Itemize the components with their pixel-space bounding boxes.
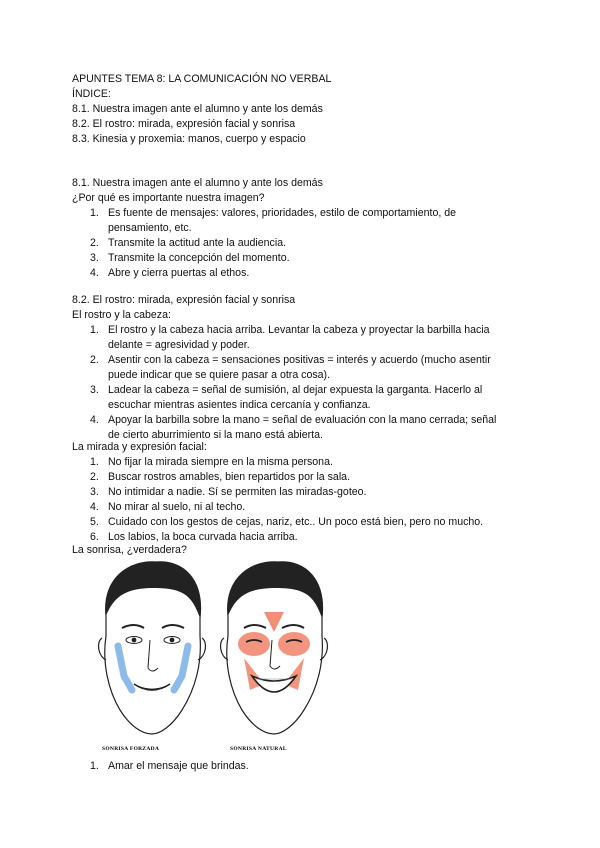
- list-item-text: No intimidar a nadie. Sí se permiten las miradas-goteo.: [108, 486, 367, 498]
- list-item: [72, 266, 532, 281]
- list-item-text: escuchar mientras asientes indica cercanía y confianza.: [108, 399, 371, 411]
- list-item-text: Abre y cierra puertas al ethos.: [108, 267, 250, 279]
- list-item-number: 3.: [90, 384, 99, 396]
- forced-smile-caption: SONRISA FORZADA: [102, 746, 160, 752]
- list-item-text: No mirar al suelo, ni al techo.: [108, 501, 246, 513]
- natural-smile-face: [221, 562, 328, 752]
- sonrisa-list: [72, 759, 532, 774]
- list-item-text: puede indicar que se quiere pasar a otra cosa).: [108, 369, 331, 381]
- list-item-number: 4.: [90, 267, 99, 279]
- list-item-text: Apoyar la barbilla sobre la mano = señal de evaluación con la mano cerrada; señal: [108, 414, 497, 426]
- rostro-list: [72, 323, 532, 443]
- forced-smile-face: [99, 562, 206, 752]
- section2-sub-mirada: La mirada y expresión facial:: [72, 441, 207, 453]
- list-item-number: 1.: [90, 760, 99, 772]
- list-item-number: 4.: [90, 414, 99, 426]
- section2-sub-rostro: El rostro y la cabeza:: [72, 309, 171, 321]
- section2-heading: 8.2. El rostro: mirada, expresión facial y sonrisa: [72, 294, 296, 306]
- list-item-number: 1.: [90, 324, 99, 336]
- list-item: [72, 383, 532, 413]
- list-item: [72, 413, 532, 443]
- index-item-2: 8.2. El rostro: mirada, expresión facial y sonrisa: [72, 118, 296, 130]
- list-item-text: Amar el mensaje que brindas.: [108, 760, 249, 772]
- list-item-number: 4.: [90, 501, 99, 513]
- smile-comparison-figure: [88, 558, 338, 758]
- list-item: [72, 353, 532, 383]
- list-item-number: 6.: [90, 531, 99, 543]
- list-item-text: Es fuente de mensajes: valores, prioridades, estilo de comportamiento, de: [108, 207, 457, 219]
- list-item-number: 3.: [90, 252, 99, 264]
- list-item: [72, 485, 532, 500]
- list-item-number: 1.: [90, 456, 99, 468]
- natural-smile-caption: SONRISA NATURAL: [230, 746, 287, 752]
- list-item: [72, 455, 532, 470]
- list-item: [72, 515, 532, 530]
- list-item: [72, 236, 532, 251]
- list-item-number: 1.: [90, 207, 99, 219]
- list-item-text: Ladear la cabeza = señal de sumisión, al dejar expuesta la garganta. Hacerlo al: [108, 384, 483, 396]
- list-item: [72, 500, 532, 515]
- list-item-text: Transmite la concepción del momento.: [108, 252, 290, 264]
- list-item-text: delante = agresividad y poder.: [108, 339, 250, 351]
- index-label: ÍNDICE:: [72, 88, 111, 100]
- list-item-number: 2.: [90, 354, 99, 366]
- list-item-text: Los labios, la boca curvada hacia arriba.: [108, 531, 298, 543]
- list-item-text: Asentir con la cabeza = sensaciones positivas = interés y acuerdo (mucho asentir: [108, 354, 491, 366]
- list-item: [72, 206, 532, 236]
- index-item-1: 8.1. Nuestra imagen ante el alumno y ante los demás: [72, 103, 323, 115]
- list-item-text: de cierto aburrimiento si la mano está abierta.: [108, 429, 323, 441]
- list-item: [72, 470, 532, 485]
- section1-list: [72, 206, 532, 281]
- list-item: [72, 323, 532, 353]
- index-item-3: 8.3. Kinesia y proxemia: manos, cuerpo y espacio: [72, 133, 306, 145]
- document-title: APUNTES TEMA 8: LA COMUNICACIÓN NO VERBAL: [72, 73, 332, 85]
- list-item-number: 3.: [90, 486, 99, 498]
- list-item-number: 2.: [90, 237, 99, 249]
- section2-sub-sonrisa: La sonrisa, ¿verdadera?: [72, 544, 187, 556]
- section1-question: ¿Por qué es importante nuestra imagen?: [72, 192, 265, 204]
- mirada-list: [72, 455, 532, 545]
- list-item-text: El rostro y la cabeza hacia arriba. Levantar la cabeza y proyectar la barbilla hacia: [108, 324, 490, 336]
- list-item: [72, 759, 532, 774]
- list-item: [72, 251, 532, 266]
- list-item-text: Buscar rostros amables, bien repartidos por la sala.: [108, 471, 351, 483]
- list-item-text: Cuidado con los gestos de cejas, nariz, etc.. Un poco está bien, pero no mucho.: [108, 516, 484, 528]
- section1-heading: 8.1. Nuestra imagen ante el alumno y ante los demás: [72, 177, 323, 189]
- list-item-text: pensamiento, etc.: [108, 222, 192, 234]
- list-item-number: 2.: [90, 471, 99, 483]
- list-item-number: 5.: [90, 516, 99, 528]
- list-item-text: Transmite la actitud ante la audiencia.: [108, 237, 287, 249]
- list-item-text: No fijar la mirada siempre en la misma persona.: [108, 456, 333, 468]
